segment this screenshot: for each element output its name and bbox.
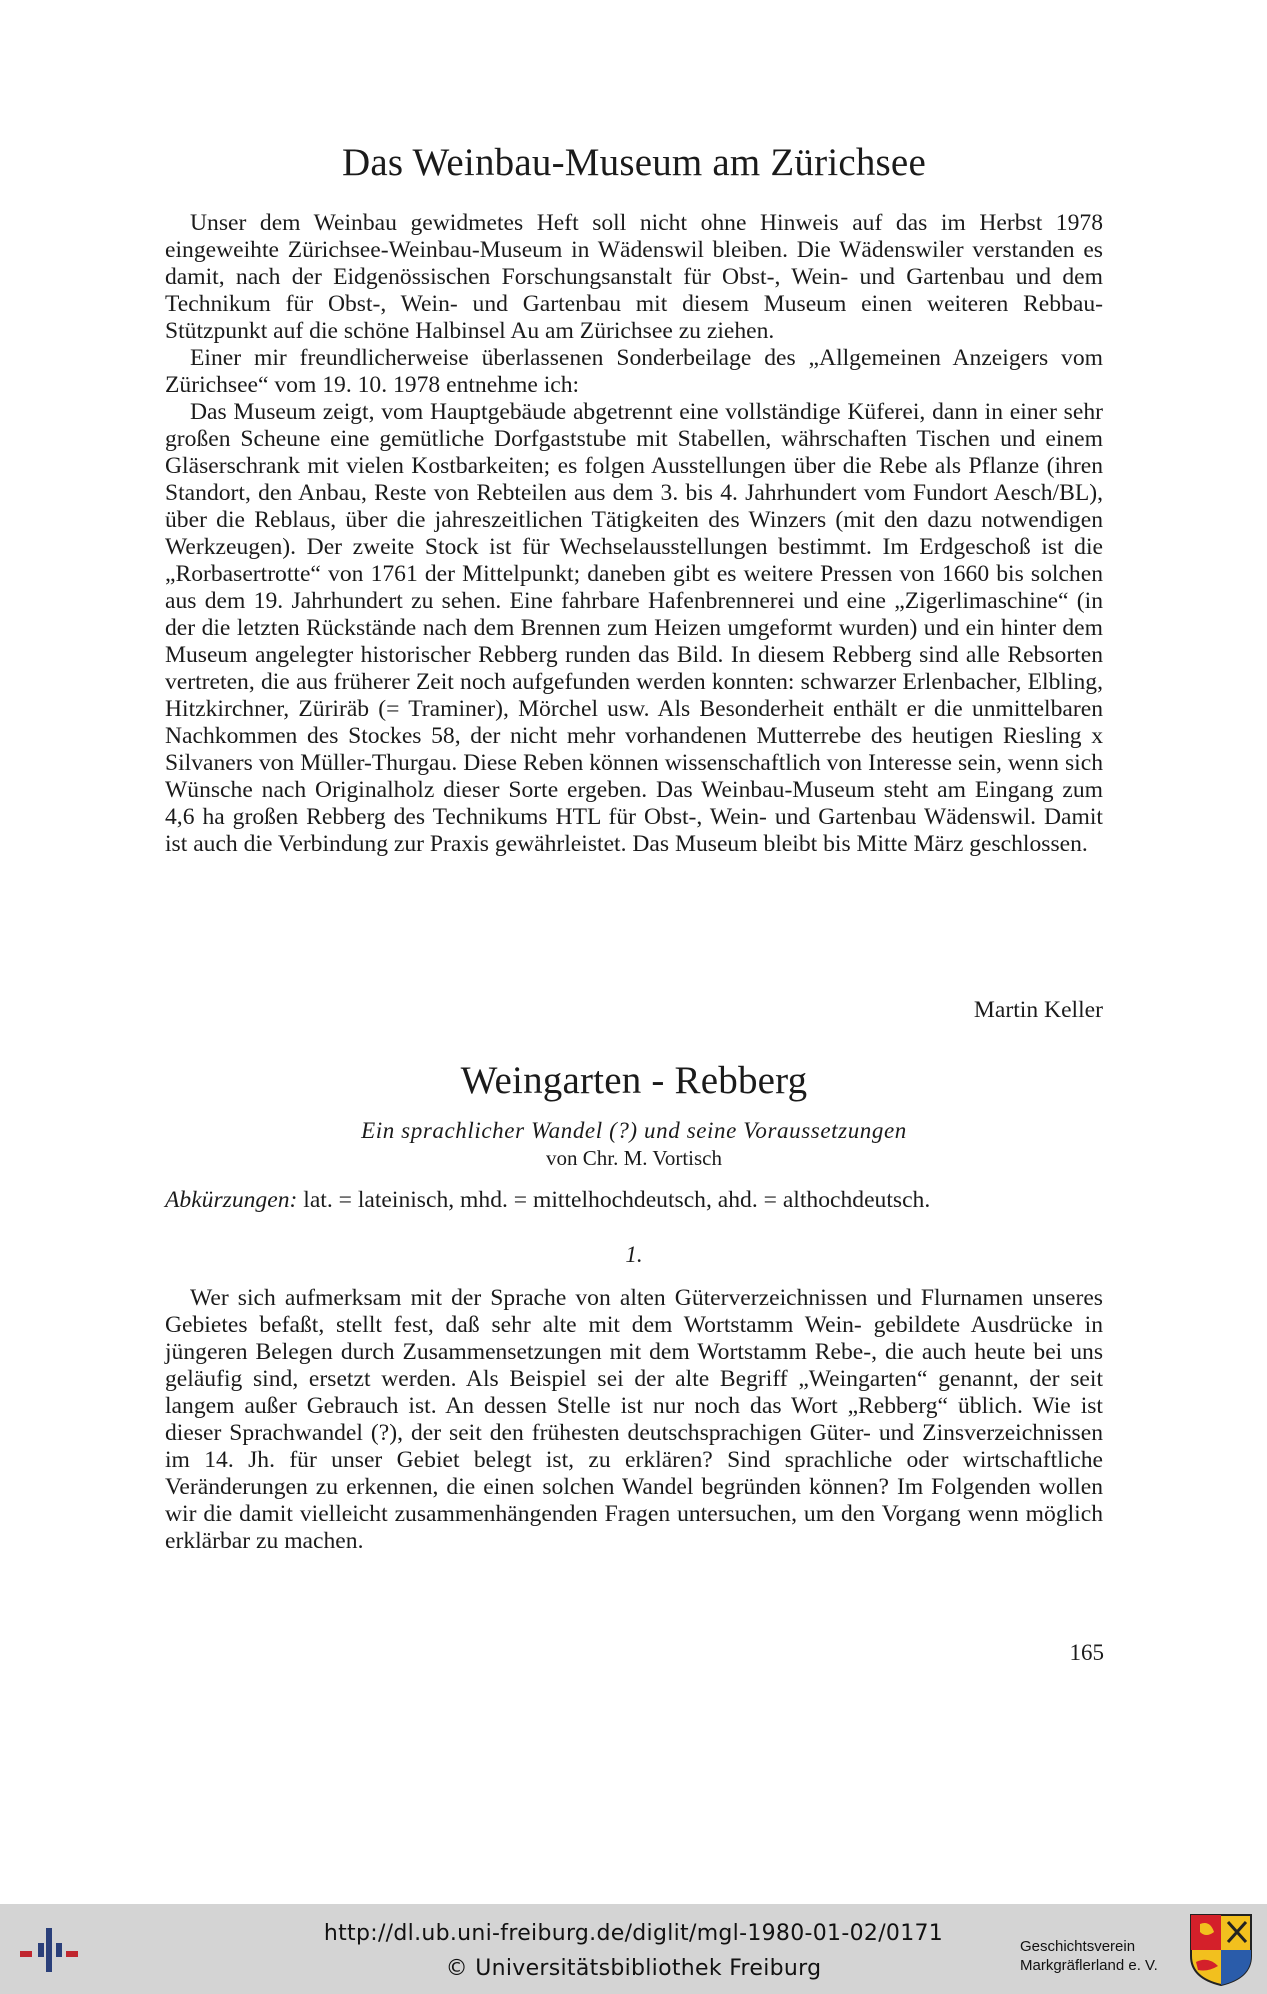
coat-of-arms-icon (1188, 1912, 1254, 1988)
section-number: 1. (625, 1242, 643, 1267)
article-body (165, 210, 1103, 858)
footer-url[interactable]: http://dl.ub.uni-freiburg.de/diglit/mgl-1980-01-02/0171 (323, 1921, 944, 1946)
body-paragraph: Wer sich aufmerksam mit der Sprache von alten Güterverzeichnissen und Flurnamen unseres Gebietes befaßt, stellt fest, daß sehr alte mit dem Wortstamm Wein- gebildete Ausdrücke in jüngeren Belegen durch Zusammensetzungen mit dem Wortstamm Rebe-, die auch heute bei uns geläufig sind, ersetzt werden. Als Beispiel sei der alte Begriff „Weingarten“ genannt, der seit langem außer Gebrauch ist. An dessen Stelle ist nur noch das Wort „Rebberg“ üblich. Wie ist dieser Sprachwandel (?), der seit den frühesten deutschsprachigen Güter- und Zinsverzeichnissen im 14. Jh. für unser Gebiet belegt ist, zu erklären? Sind sprachliche oder wirtschaftliche Veränderungen zu erkennen, die einen solchen Wandel begründen können? Im Folgenden wollen wir die damit vielleicht zusammenhängenden Fragen untersuchen, um den Vorgang wenn möglich erklärbar zu machen. (165, 1285, 1103, 1554)
society-name-line: Geschichtsverein (1020, 1938, 1136, 1955)
society-name-line: Markgräflerland e. V. (1020, 1957, 1158, 1974)
society-name (1020, 1937, 1158, 1975)
abbreviations-line (165, 1187, 1103, 1214)
article-title: Das Weinbau-Museum am Zürichsee (342, 141, 926, 184)
article-subtitle: Ein sprachlicher Wandel (?) und seine Voraussetzungen (361, 1118, 907, 1143)
article-author: Martin Keller (973, 997, 1103, 1023)
article-byline: von Chr. M. Vortisch (546, 1146, 722, 1170)
abbreviations-text: lat. = lateinisch, mhd. = mittelhochdeutsch, ahd. = althochdeutsch. (297, 1187, 931, 1213)
body-paragraph: Das Museum zeigt, vom Hauptgebäude abgetrennt eine vollständige Küferei, dann in einer sehr großen Scheune eine gemütliche Dorfgaststube mit Stabellen, währschaften Tischen und einem Gläserschrank mit vielen Kostbarkeiten; es folgen Ausstellungen über die Rebe als Pflanze (ihren Standort, den Anbau, Reste von Rebteilen aus dem 3. bis 4. Jahrhundert vom Fundort Aesch/BL), über die Reblaus, über die jahreszeitlichen Tätigkeiten des Winzers (mit den dazu notwendigen Werkzeugen). Der zweite Stock ist für Wechselausstellungen bestimmt. Im Erdgeschoß ist die „Rorbasertrotte“ von 1761 der Mittelpunkt; daneben gibt es weitere Pressen von 1660 bis solchen aus dem 19. Jahrhundert zu sehen. Eine fahrbare Hafenbrennerei und eine „Zigerlimaschine“ (in der die letzten Rückstände nach dem Brennen zum Heizen umgeformt wurden) und ein hinter dem Museum angelegter historischer Rebberg runden das Bild. In diesem Rebberg sind alle Rebsorten vertreten, die aus früherer Zeit noch aufgefunden werden konnten: schwarzer Erlenbacher, Elbling, Hitzkirchner, Züriräb (= Traminer), Mörchel usw. Als Besonderheit enthält er die unmittelbaren Nachkommen des Stockes 58, der nicht mehr vorhandenen Mutterrebe des heutigen Riesling x Silvaners von Müller-Thurgau. Diese Reben können wissenschaftlich von Interesse sein, wenn sich Wünsche nach Originalholz dieser Sorte ergeben. Das Weinbau-Museum steht am Eingang zum 4,6 ha großen Rebberg des Technikums HTL für Obst-, Wein- und Gartenbau Wädenswil. Damit ist auch die Verbindung zur Praxis gewährleistet. Das Museum bleibt bis Mitte März geschlossen. (165, 399, 1103, 857)
article-body (165, 1285, 1103, 1555)
abbreviations-label: Abkürzungen: (165, 1187, 298, 1213)
footer-bar (0, 1904, 1267, 1994)
body-paragraph: Einer mir freundlicherweise überlassenen Sonderbeilage des „Allgemeinen Anzeigers vom Zürichsee“ vom 19. 10. 1978 entnehme ich: (165, 345, 1103, 398)
body-paragraph: Unser dem Weinbau gewidmetes Heft soll nicht ohne Hinweis auf das im Herbst 1978 eingeweihte Zürichsee-Weinbau-Museum in Wädenswil bleiben. Die Wädenswiler verstanden es damit, nach der Eidgenössischen Forschungsanstalt für Obst-, Wein- und Gartenbau und dem Technikum für Obst-, Wein- und Gartenbau mit diesem Museum einen weiteren Rebbau-Stützpunkt auf die schöne Halbinsel Au am Zürichsee zu ziehen. (165, 210, 1103, 344)
page-number: 165 (1069, 1640, 1104, 1665)
footer-copyright: © Universitätsbibliothek Freiburg (445, 1956, 822, 1981)
article-title: Weingarten - Rebberg (460, 1059, 808, 1102)
